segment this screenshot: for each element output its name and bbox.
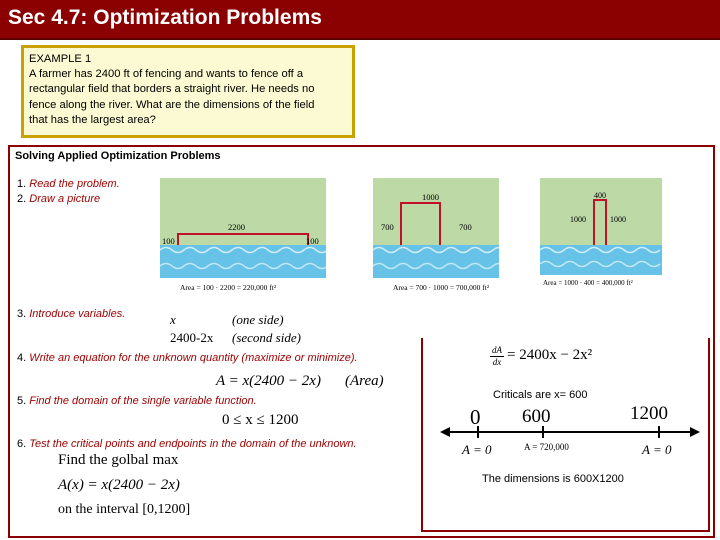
example-box <box>21 45 355 138</box>
number-line-right-arrow <box>690 427 700 437</box>
step-2 <box>17 193 100 205</box>
step-4-text: Write an equation for the unknown quantity (maximize or minimize). <box>29 352 358 364</box>
area-at-600: A = 720,000 <box>524 442 569 452</box>
label-600: 600 <box>522 406 551 427</box>
section-title: Optimization Problems <box>93 6 322 29</box>
fig1-right-label: 100 <box>306 236 319 246</box>
area-at-0: A = 0 <box>462 442 492 457</box>
fig2-top-label: 1000 <box>422 192 439 202</box>
field-figure-1 <box>160 178 326 295</box>
fig2-left-label: 700 <box>381 222 394 232</box>
fig3-top-label: 400 <box>594 191 606 200</box>
step-2-number: 2. <box>17 193 27 205</box>
fig1-top-label: 2200 <box>228 222 245 232</box>
variable-x-desc: (one side) <box>232 312 284 327</box>
global-line-1: Find the golbal max <box>58 452 179 468</box>
step-1-text: Read the problem. <box>29 178 120 190</box>
step-6-number: 6. <box>17 438 27 450</box>
step-3 <box>17 308 125 320</box>
number-line <box>440 402 700 462</box>
fig3-caption: Area = 1000 · 400 = 400,000 ft² <box>543 279 633 287</box>
area-at-1200: A = 0 <box>642 442 672 457</box>
example-line-1: A farmer has 2400 ft of fencing and wants to fence off a <box>29 68 304 81</box>
step-3-text: Introduce variables. <box>29 308 126 320</box>
example-line-4: that has the largest area? <box>29 113 156 126</box>
step-4-number: 4. <box>17 352 27 364</box>
area-label: (Area) <box>345 373 384 389</box>
step-5 <box>17 395 257 407</box>
global-line-2: A(x) = x(2400 − 2x) <box>58 477 180 493</box>
field-figure-2 <box>373 178 499 295</box>
fig2-caption: Area = 700 · 1000 = 700,000 ft² <box>393 283 490 292</box>
step-6 <box>17 438 357 450</box>
fig1-caption: Area = 100 · 2200 = 220,000 ft² <box>180 283 277 292</box>
label-1200: 1200 <box>630 403 668 424</box>
derivative-numerator: dA <box>492 345 502 355</box>
domain-inequality: 0 ≤ x ≤ 1200 <box>222 412 299 428</box>
example-line-3: fence along the river. What are the dimensions of the field <box>29 98 315 111</box>
section-number: Sec 4.7: <box>8 6 88 29</box>
step-5-text: Find the domain of the single variable function. <box>29 395 257 407</box>
example-line-2: rectangular field that borders a straight river. He needs no <box>29 83 315 96</box>
example-label: EXAMPLE 1 <box>29 53 92 65</box>
step-1 <box>17 178 120 190</box>
fig2-right-label: 700 <box>459 222 472 232</box>
variable-y: 2400-2x <box>170 330 214 345</box>
derivative-rhs: = 2400x − 2x² <box>507 347 593 363</box>
derivative-denominator: dx <box>492 357 502 367</box>
step-3-number: 3. <box>17 308 27 320</box>
solving-heading: Solving Applied Optimization Problems <box>15 150 221 162</box>
title-bar <box>0 0 720 40</box>
global-line-3: on the interval [0,1200] <box>58 502 191 517</box>
river-3 <box>540 245 662 275</box>
step-4 <box>17 352 358 364</box>
variable-x: x <box>170 312 176 327</box>
fig1-left-label: 100 <box>162 236 175 246</box>
step-1-number: 1. <box>17 178 27 190</box>
field-figure-3 <box>540 178 662 290</box>
variable-y-desc: (second side) <box>232 330 301 345</box>
label-0: 0 <box>470 405 481 429</box>
page-title <box>8 6 322 30</box>
criticals-text: Criticals are x= 600 <box>493 389 588 401</box>
step-2-text: Draw a picture <box>29 193 101 205</box>
fig3-right-label: 1000 <box>610 215 626 224</box>
area-equation: A = x(2400 − 2x) <box>216 373 321 389</box>
fig3-left-label: 1000 <box>570 215 586 224</box>
dimensions-answer: The dimensions is 600X1200 <box>482 473 624 485</box>
step-5-number: 5. <box>17 395 27 407</box>
number-line-left-arrow <box>440 427 450 437</box>
step-6-text: Test the critical points and endpoints in the domain of the unknown. <box>29 438 357 450</box>
